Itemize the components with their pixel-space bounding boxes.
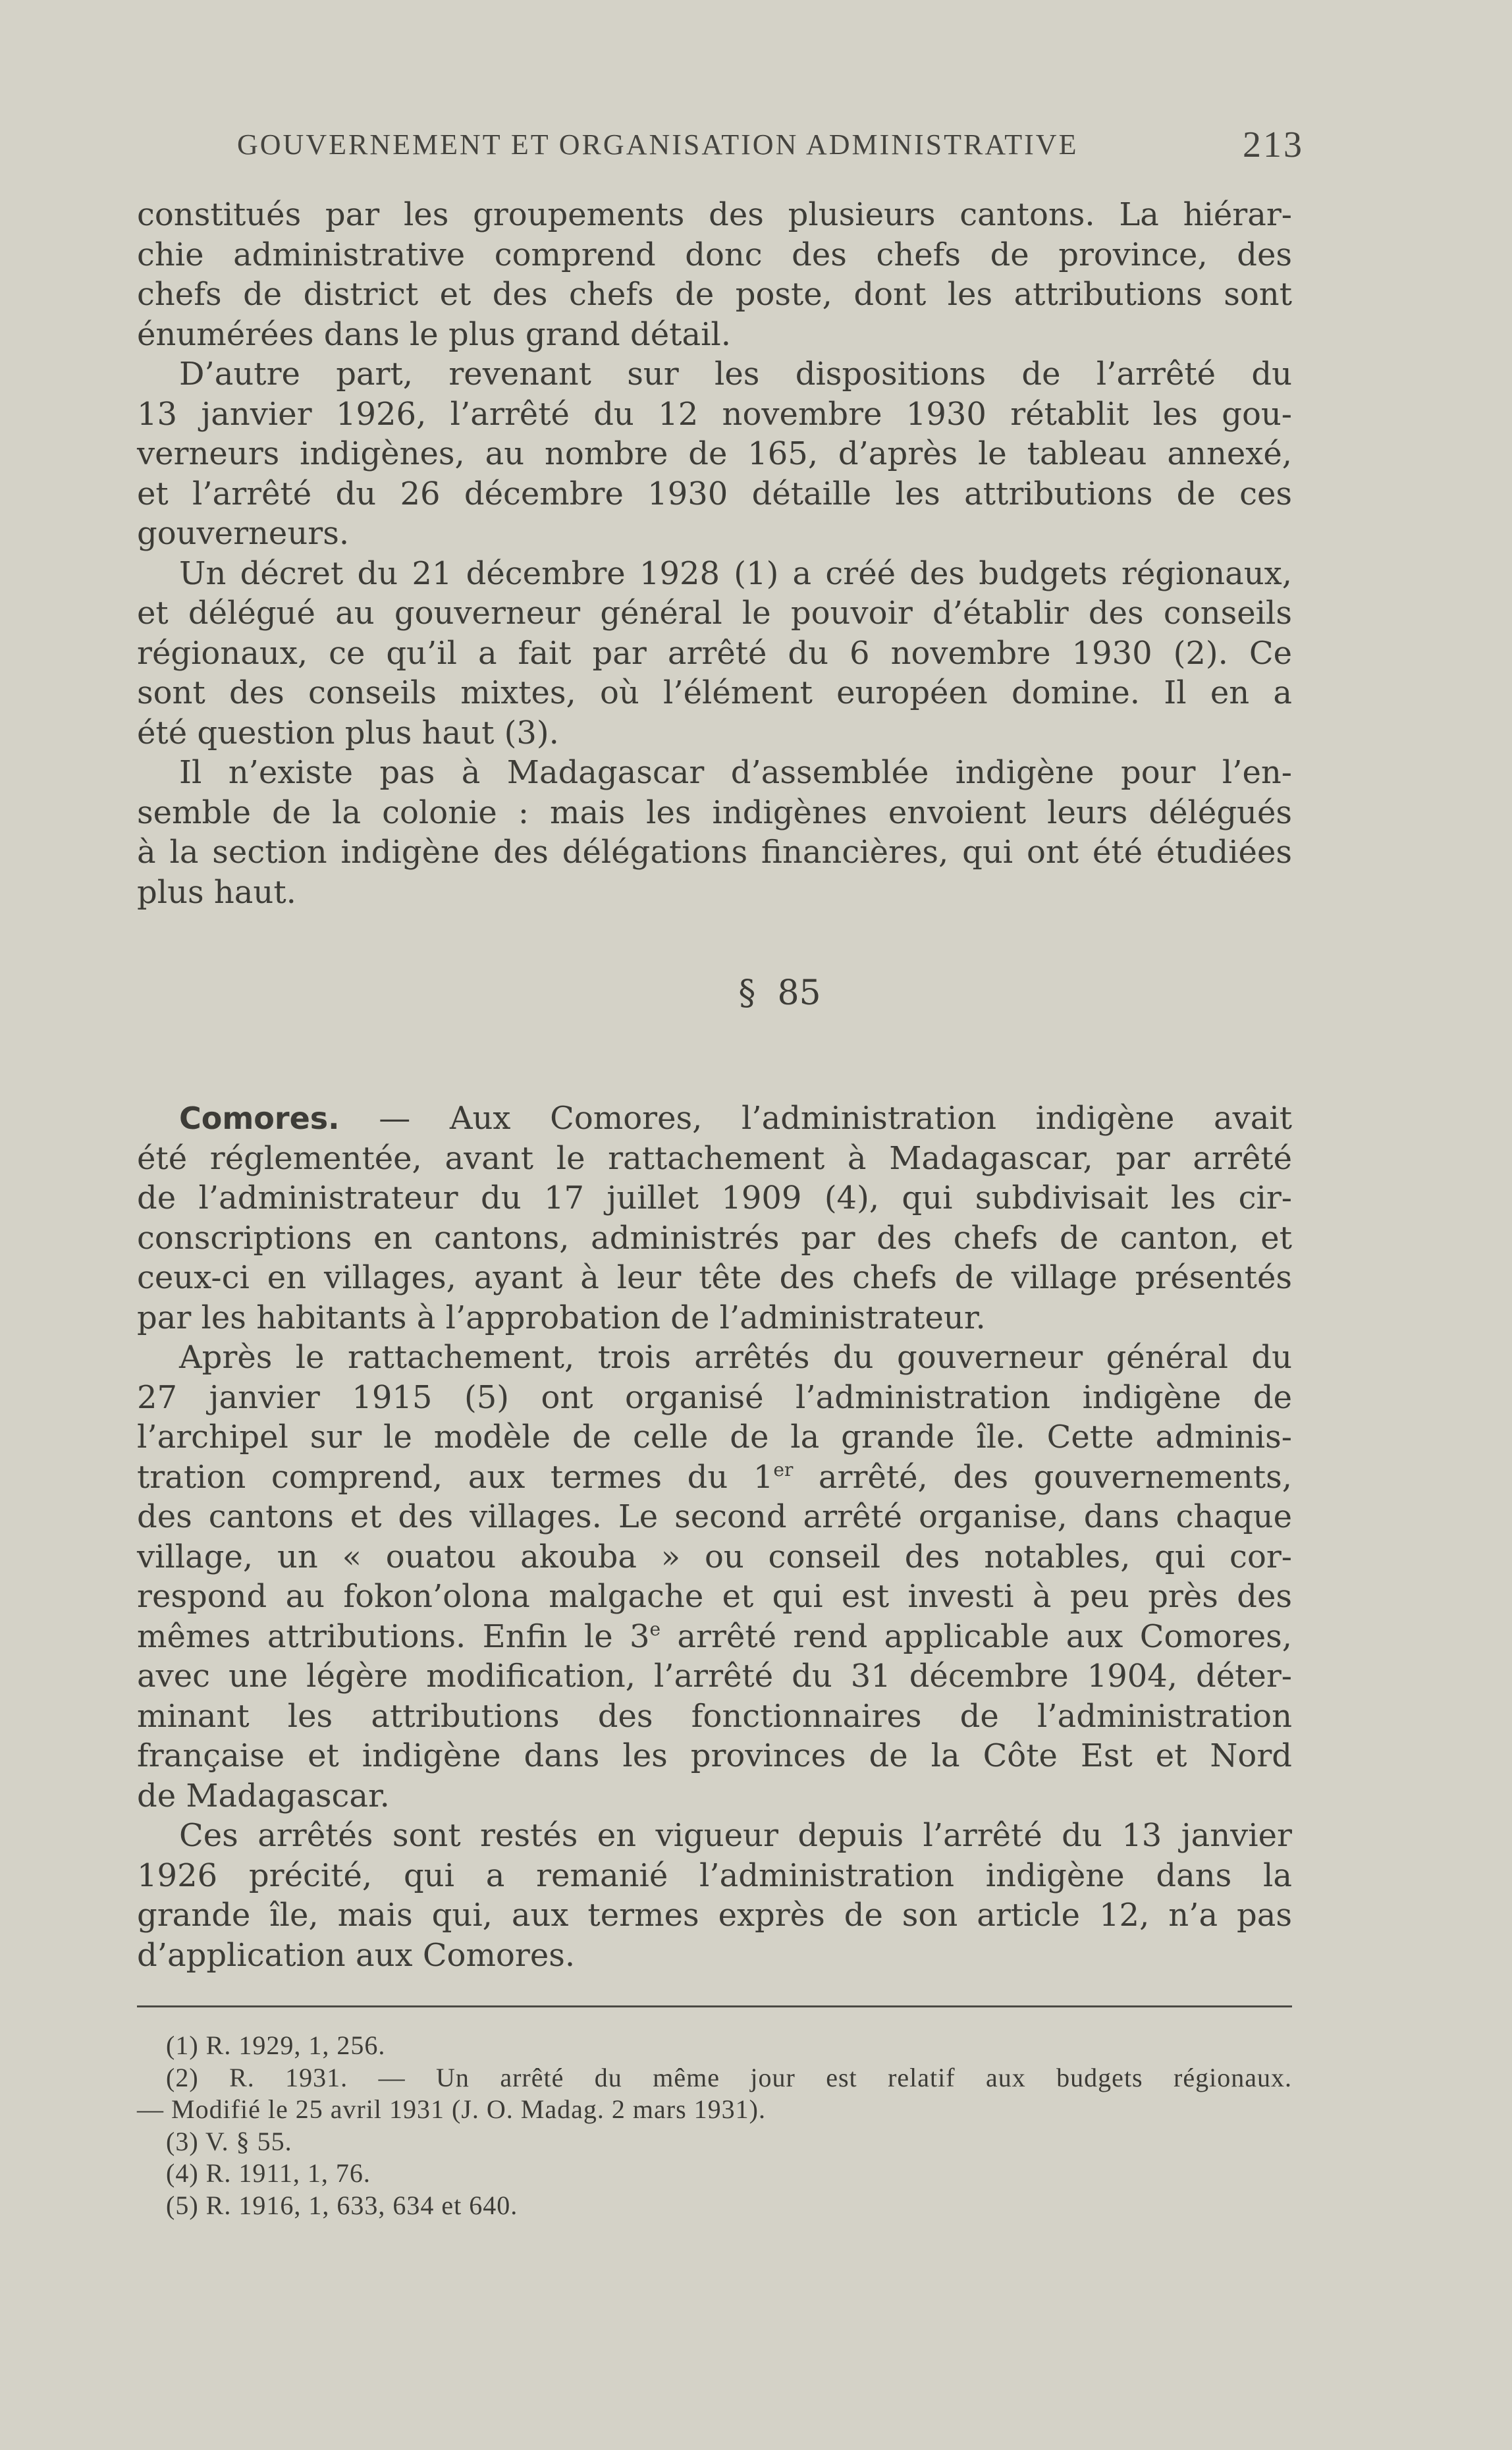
text-line: française et indigène dans les provinces de la Côte Est et Nord [137, 1737, 1292, 1774]
text-line-sup [137, 1617, 1292, 1657]
text-line: des cantons et des villages. Le second arrêté organise, dans chaque [137, 1498, 1292, 1535]
text-line: Un décret du 21 décembre 1928 (1) a créé des budgets régionaux, [179, 555, 1292, 592]
text-line: semble de la colonie : mais les indigènes envoient leurs délégués [137, 794, 1292, 831]
text-line: 13 janvier 1926, l’arrêté du 12 novembre 1930 rétablit les gou- [137, 395, 1292, 433]
ordinal-sup: e [649, 1618, 661, 1640]
text-line: avec une légère modification, l’arrêté du 31 décembre 1904, déter- [137, 1658, 1292, 1695]
text-line: à la section indigène des délégations financières, qui ont été étudiées [137, 834, 1292, 871]
running-head: GOUVERNEMENT ET ORGANISATION ADMINISTRATIVE [237, 128, 1079, 161]
footnotes [137, 2030, 1292, 2221]
text-line-lead [137, 1099, 1292, 1139]
footnote-continuation: — Modifié le 25 avril 1931 (J. O. Madag. 2 mars 1931). [137, 2094, 766, 2124]
ordinal-sup: er [773, 1458, 794, 1481]
section-symbol: § [738, 973, 756, 1013]
text-line-sup [137, 1457, 1292, 1498]
text-fragment: tration comprend, aux termes du 1 [137, 1458, 774, 1496]
text-line: été question plus haut (3). [137, 714, 559, 751]
text-line: Il n’existe pas à Madagascar d’assemblée indigène pour l’en- [179, 754, 1292, 791]
text-line: plus haut. [137, 873, 296, 911]
text-block-comores [137, 1099, 1292, 1975]
text-line: chie administrative comprend donc des chefs de province, des [137, 236, 1292, 273]
text-line: d’application aux Comores. [137, 1936, 576, 1974]
text-line: constitués par les groupements des plusieurs cantons. La hiérar- [137, 196, 1292, 233]
text-line: de l’administrateur du 17 juillet 1909 (4), qui subdivisait les cir- [137, 1180, 1292, 1216]
footnote: (5) R. 1916, 1, 633, 634 et 640. [166, 2190, 518, 2220]
text-line: l’archipel sur le modèle de celle de la grande île. Cette adminis- [137, 1419, 1292, 1456]
text-line: minant les attributions des fonctionnaires de l’administration [137, 1697, 1292, 1735]
text-line: énumérées dans le plus grand détail. [137, 315, 732, 353]
footnote: (4) R. 1911, 1, 76. [166, 2158, 371, 2188]
text-line: verneurs indigènes, au nombre de 165, d’après le tableau annexé, [137, 435, 1292, 472]
section-number: 85 [777, 973, 821, 1013]
text-line: et délégué au gouverneur général le pouvoir d’établir des conseils [137, 595, 1292, 632]
text-line: ceux-ci en villages, ayant à leur tête des chefs de village présentés [137, 1259, 1292, 1296]
text-line: de Madagascar. [137, 1777, 390, 1814]
text-line: chefs de district et des chefs de poste, dont les attributions sont [137, 276, 1292, 313]
text-line: conscriptions en cantons, administrés par des chefs de canton, et [137, 1219, 1292, 1257]
text-fragment: mêmes attributions. Enfin le 3 [137, 1618, 650, 1655]
page-header [138, 124, 1304, 170]
text-line: grande île, mais qui, aux termes exprès de son article 12, n’a pas [137, 1897, 1292, 1934]
footnote-divider [137, 2005, 1292, 2007]
text-line: village, un « ouatou akouba » ou conseil des notables, qui cor- [137, 1538, 1292, 1575]
footnote: (1) R. 1929, 1, 256. [166, 2030, 386, 2060]
text-line: gouverneurs. [137, 515, 350, 552]
text-line: D’autre part, revenant sur les dispositions de l’arrêté du [179, 356, 1292, 393]
footnote: (2) R. 1931. — Un arrêté du même jour est relatif aux budgets régionaux. [166, 2062, 1292, 2092]
text-fragment: arrêté rend applicable aux Comores, [661, 1618, 1292, 1655]
text-line: par les habitants à l’approbation de l’administrateur. [137, 1299, 986, 1336]
page-number: 213 [1243, 124, 1304, 165]
section-heading [0, 973, 1512, 1013]
paragraph-lead: Comores. [179, 1101, 340, 1136]
text-line: et l’arrêté du 26 décembre 1930 détaille les attributions de ces [137, 475, 1292, 512]
text-line: 27 janvier 1915 (5) ont organisé l’administration indigène de [137, 1378, 1292, 1416]
footnote: (3) V. § 55. [166, 2126, 292, 2156]
lead-rest: — Aux Comores, l’administration indigène avait [339, 1100, 1292, 1137]
text-line: Après le rattachement, trois arrêtés du gouverneur général du [179, 1339, 1292, 1376]
text-line: régionaux, ce qu’il a fait par arrêté du 6 novembre 1930 (2). Ce [137, 634, 1292, 672]
text-line: 1926 précité, qui a remanié l’administration indigène dans la [137, 1857, 1292, 1894]
text-line: sont des conseils mixtes, où l’élément européen domine. Il en a [137, 674, 1292, 711]
text-line: Ces arrêtés sont restés en vigueur depuis l’arrêté du 13 janvier [179, 1817, 1292, 1854]
text-fragment: arrêté, des gouvernements, [793, 1458, 1293, 1496]
text-block-madagascar [137, 195, 1292, 912]
text-line: été réglementée, avant le rattachement à Madagascar, par arrêté [137, 1139, 1292, 1177]
text-line: respond au fokon’olona malgache et qui est investi à peu près des [137, 1578, 1292, 1615]
